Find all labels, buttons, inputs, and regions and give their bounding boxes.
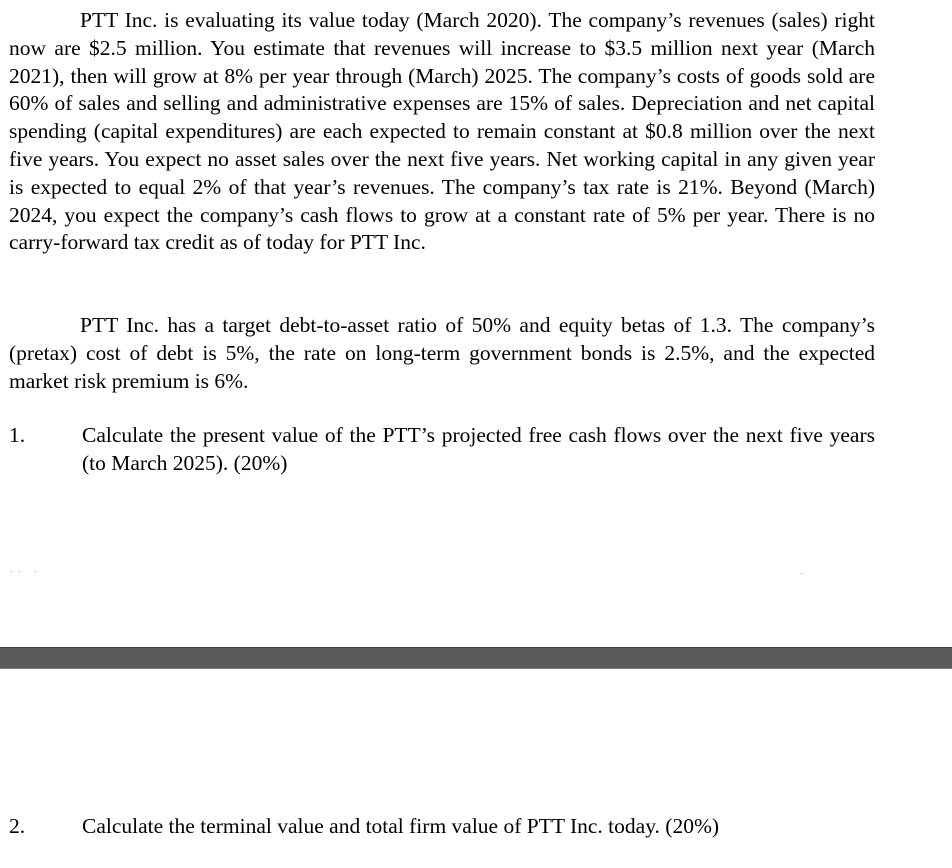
paragraph-company-overview: PTT Inc. is evaluating its value today (March 2020). The company’s revenues (sales) right now are $2.5 million. You estimate that revenues will increase to $3.5 million next year (March 2021), then will grow at 8% per year through (March) 2025. The company’s costs of goods sold are 60% of sales and selling and administrative expenses are 15% of sales. Depreciation and net capital spending (capital expenditures) are each expected to remain constant at $0.8 million over the next five years. You expect no asset sales over the next five years. Net working capital in any given year is expected to equal 2% of that year’s revenues. The company’s tax rate is 21%. Beyond (March) 2024, you expect the company’s cash flows to grow at a constant rate of 5% per year. There is no carry-forward tax credit as of today for PTT Inc. xyxy=(9,8,875,255)
stray-mark xyxy=(801,573,802,574)
page-break-divider xyxy=(0,647,952,669)
stray-mark xyxy=(11,571,12,572)
question-number: 1. xyxy=(9,423,26,447)
stray-mark xyxy=(19,571,20,572)
question-number: 2. xyxy=(9,814,26,838)
stray-mark xyxy=(35,571,36,572)
question-text: Calculate the present value of the PTT’s projected free cash flows over the next five years (to March 2025). (20%) xyxy=(82,423,875,475)
question-text: Calculate the terminal value and total firm value of PTT Inc. today. (20%) xyxy=(82,814,720,838)
paragraph-capital-structure: PTT Inc. has a target debt-to-asset ratio of 50% and equity betas of 1.3. The company’s (pretax) cost of debt is 5%, the rate on long-term government bonds is 2.5%, and the expected market risk premium is 6%. xyxy=(9,313,875,393)
